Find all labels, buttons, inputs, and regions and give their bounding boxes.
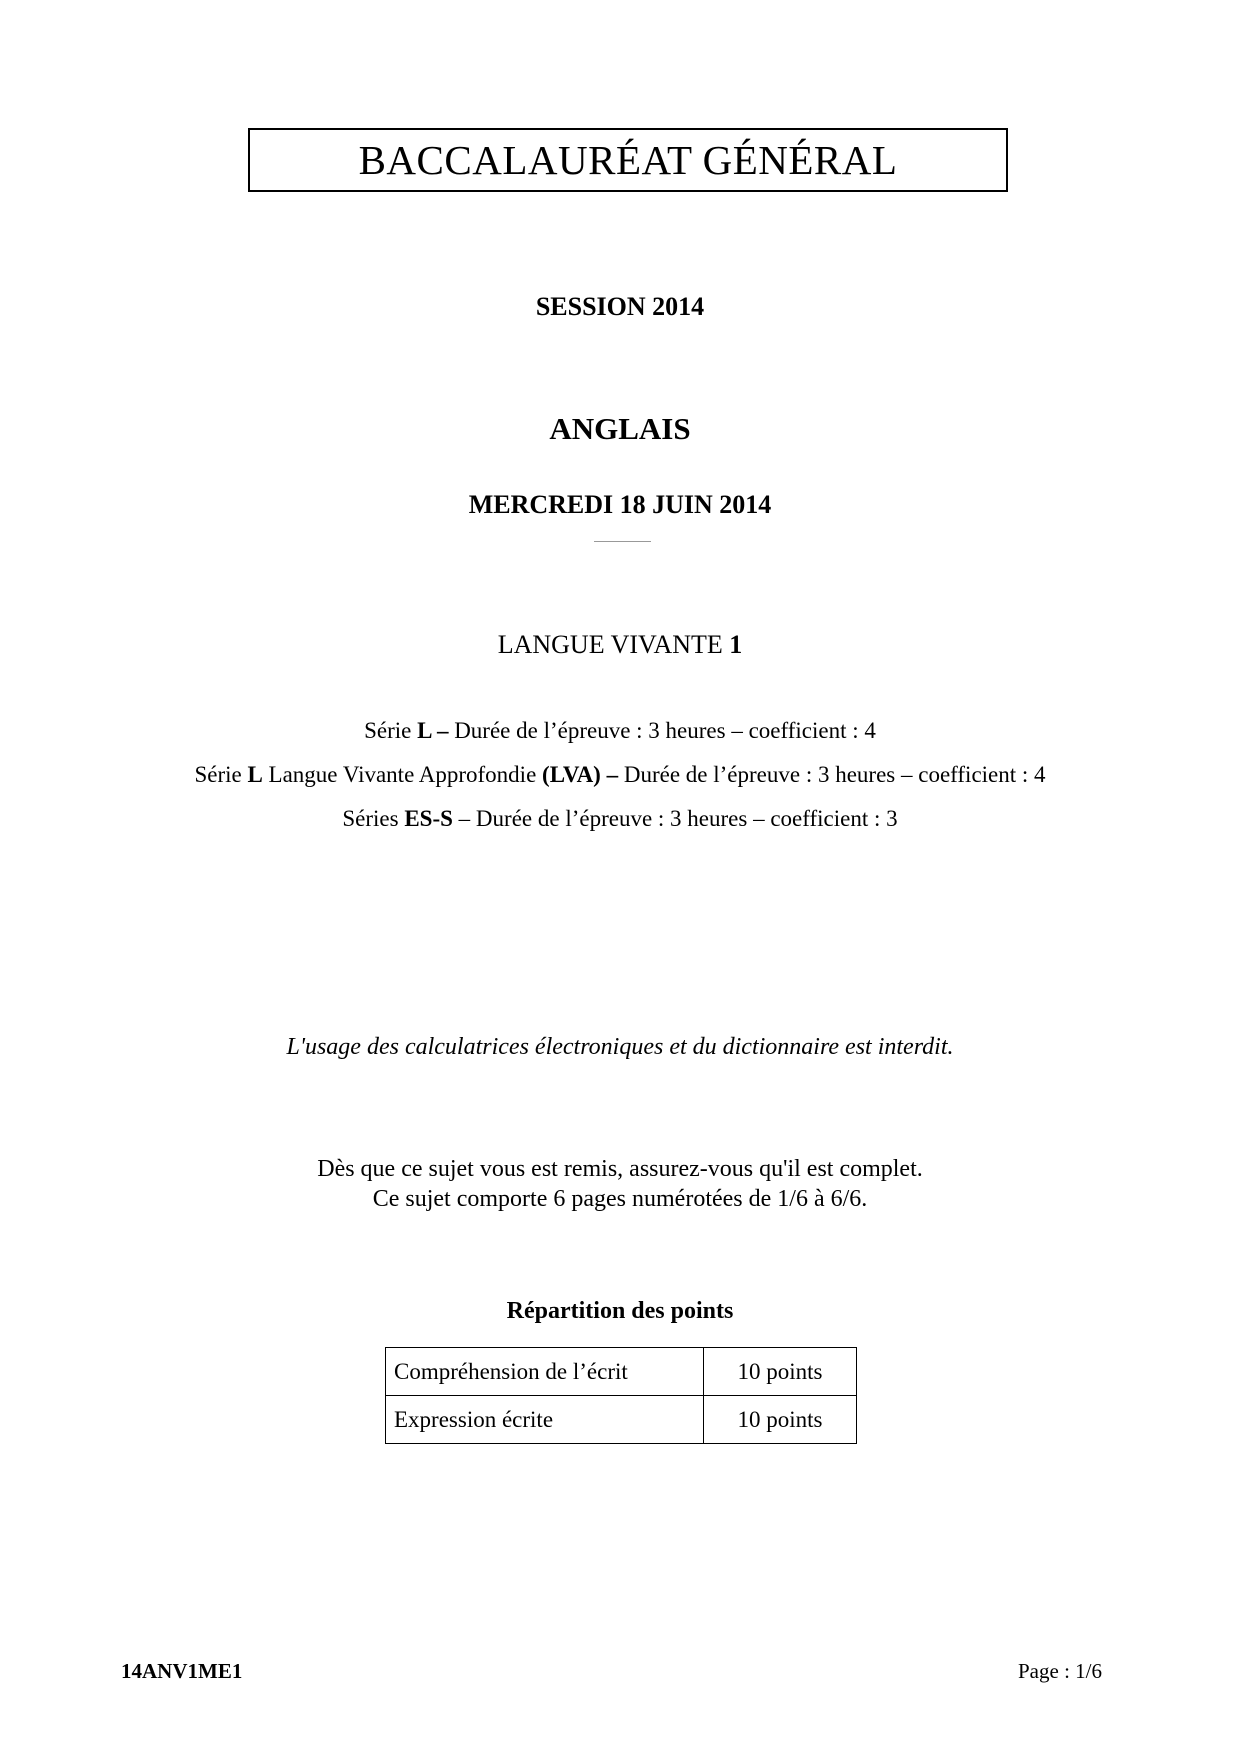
table-row	[386, 1348, 857, 1396]
serie-code: L	[247, 762, 263, 787]
serie-line	[0, 806, 1240, 832]
serie-line	[0, 762, 1240, 788]
exam-title: BACCALAURÉAT GÉNÉRAL	[358, 137, 898, 183]
instruction-line: Dès que ce sujet vous est remis, assurez-vous qu'il est complet.	[317, 1156, 923, 1182]
exam-date: MERCREDI 18 JUIN 2014	[468, 490, 772, 519]
subject-title: ANGLAIS	[549, 411, 691, 446]
serie-prefix: Série	[364, 718, 418, 743]
serie-bold-middle: –	[431, 718, 449, 743]
serie-details: Durée de l’épreuve : 3 heures – coefficient : 4	[448, 718, 876, 743]
table-cell-label: Compréhension de l’écrit	[386, 1348, 704, 1396]
langue-vivante-line	[0, 630, 1240, 660]
serie-details: Durée de l’épreuve : 3 heures – coefficient : 4	[618, 762, 1046, 787]
serie-line	[0, 718, 1240, 744]
exam-title-box	[248, 128, 1008, 192]
serie-prefix: Séries	[342, 806, 405, 831]
session-label: SESSION 2014	[535, 292, 705, 321]
serie-code: L	[417, 718, 432, 743]
exam-code: 14ANV1ME1	[121, 1659, 243, 1683]
instruction-line: Ce sujet comporte 6 pages numérotées de 1/6 à 6/6.	[372, 1186, 868, 1212]
serie-details: – Durée de l’épreuve : 3 heures – coefficient : 3	[452, 806, 898, 831]
table-cell-label: Expression écrite	[386, 1396, 704, 1444]
page-number: Page : 1/6	[1018, 1659, 1102, 1683]
serie-bold-middle: (LVA) –	[542, 762, 619, 787]
repartition-title: Répartition des points	[506, 1298, 734, 1324]
serie-prefix: Série	[194, 762, 248, 787]
points-table	[385, 1347, 857, 1444]
table-row	[386, 1396, 857, 1444]
table-cell-points: 10 points	[704, 1348, 857, 1396]
table-cell-points: 10 points	[704, 1396, 857, 1444]
serie-code: ES-S	[404, 806, 453, 831]
serie-middle: Langue Vivante Approfondie	[262, 762, 543, 787]
langue-number: 1	[729, 630, 743, 659]
langue-label: LANGUE VIVANTE	[497, 630, 730, 659]
date-divider	[594, 541, 651, 542]
calculator-notice: L'usage des calculatrices électroniques et du dictionnaire est interdit.	[286, 1034, 954, 1060]
